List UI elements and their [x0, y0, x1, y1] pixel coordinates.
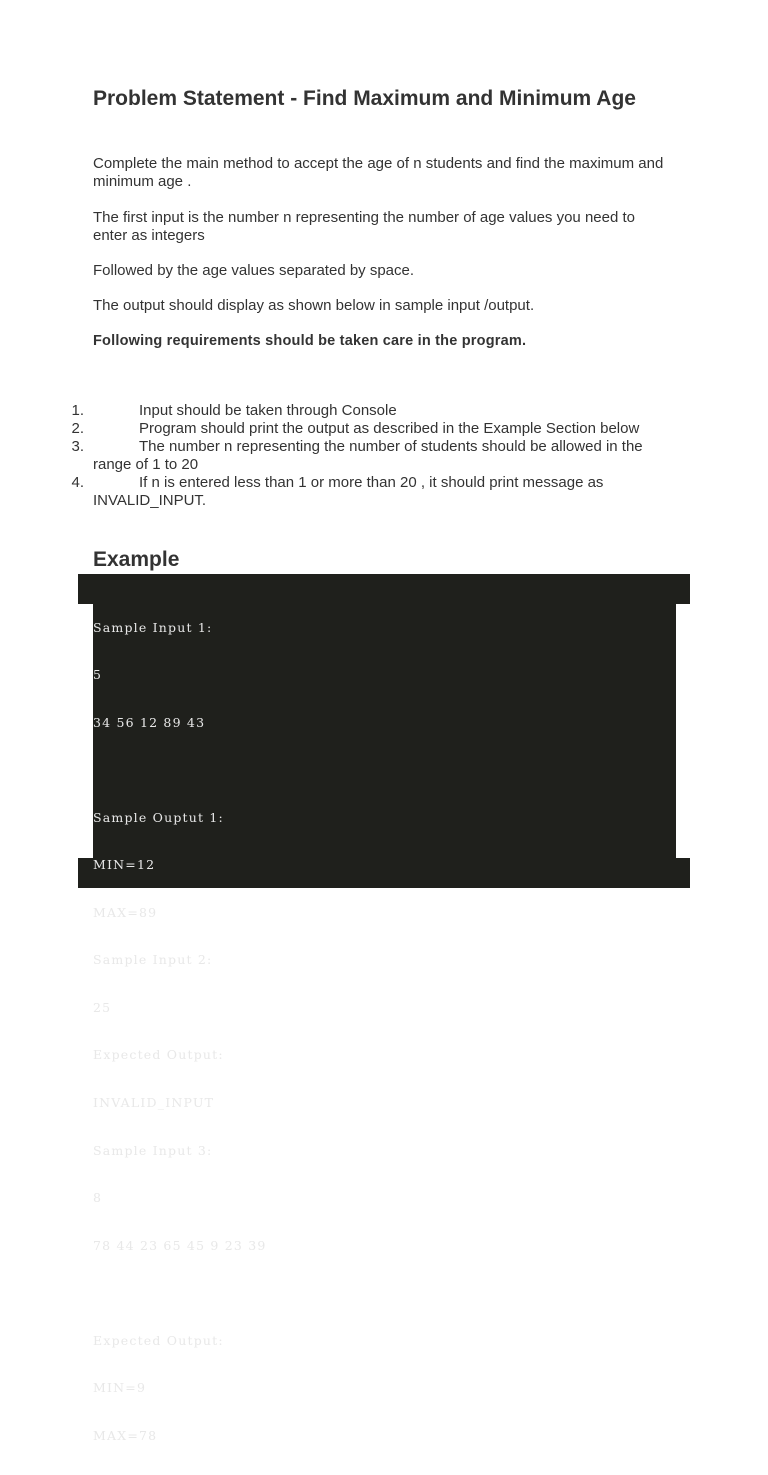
paragraph-output: The output should display as shown below in sample input /output. [93, 297, 535, 314]
list-item [0, 474, 768, 510]
requirements-heading: Following requirements should be taken care in the program. [93, 333, 527, 349]
paragraph-age-values: Followed by the age values separated by space. [93, 262, 415, 279]
list-text: If n is entered less than 1 or more than 20 , it should print message as INVALID_INPUT. [93, 474, 604, 509]
console-line: Expected Output: [93, 1332, 224, 1348]
list-number: 4. [71, 474, 84, 491]
console-line: Expected Output: [93, 1047, 224, 1063]
console-line: MAX=78 [93, 1427, 158, 1443]
list-item [0, 402, 768, 420]
list-text: The number n representing the number of students should be allowed in the range of 1 to 20 [93, 438, 643, 473]
console-line: MIN=12 [93, 857, 156, 873]
console-line: 34 56 12 89 43 [93, 714, 206, 730]
console-output [93, 588, 673, 1475]
console-line: Sample Ouptut 1: [93, 809, 224, 825]
requirements-list [0, 402, 768, 510]
list-number: 2. [71, 420, 84, 437]
console-line [93, 762, 673, 778]
console-line [93, 1285, 673, 1301]
console-right-border [676, 604, 690, 858]
page-title: Problem Statement - Find Maximum and Minimum Age [93, 87, 636, 110]
console-line: Sample Input 1: [93, 619, 213, 635]
console-line: MAX=89 [93, 904, 158, 920]
console-line: Sample Input 3: [93, 1142, 213, 1158]
console-line: MIN=9 [93, 1380, 147, 1396]
console-line: 78 44 23 65 45 9 23 39 [93, 1237, 267, 1253]
console-line: Sample Input 2: [93, 952, 213, 968]
console-line: 25 [93, 999, 112, 1015]
console-line: 8 [93, 1190, 103, 1206]
paragraph-intro: Complete the main method to accept the age of n students and find the maximum and minimum age . [93, 155, 664, 190]
list-text: Input should be taken through Console [139, 402, 397, 419]
example-heading: Example [93, 548, 180, 571]
list-text: Program should print the output as described in the Example Section below [139, 420, 640, 437]
list-number: 3. [71, 438, 84, 455]
paragraph-first-input: The first input is the number n representing the number of age values you need to enter as integers [93, 209, 635, 244]
list-item [0, 438, 768, 474]
console-line: 5 [93, 667, 103, 683]
list-number: 1. [71, 402, 84, 419]
console-left-border [78, 604, 93, 858]
list-item [0, 420, 768, 438]
console-line: INVALID_INPUT [93, 1095, 215, 1110]
